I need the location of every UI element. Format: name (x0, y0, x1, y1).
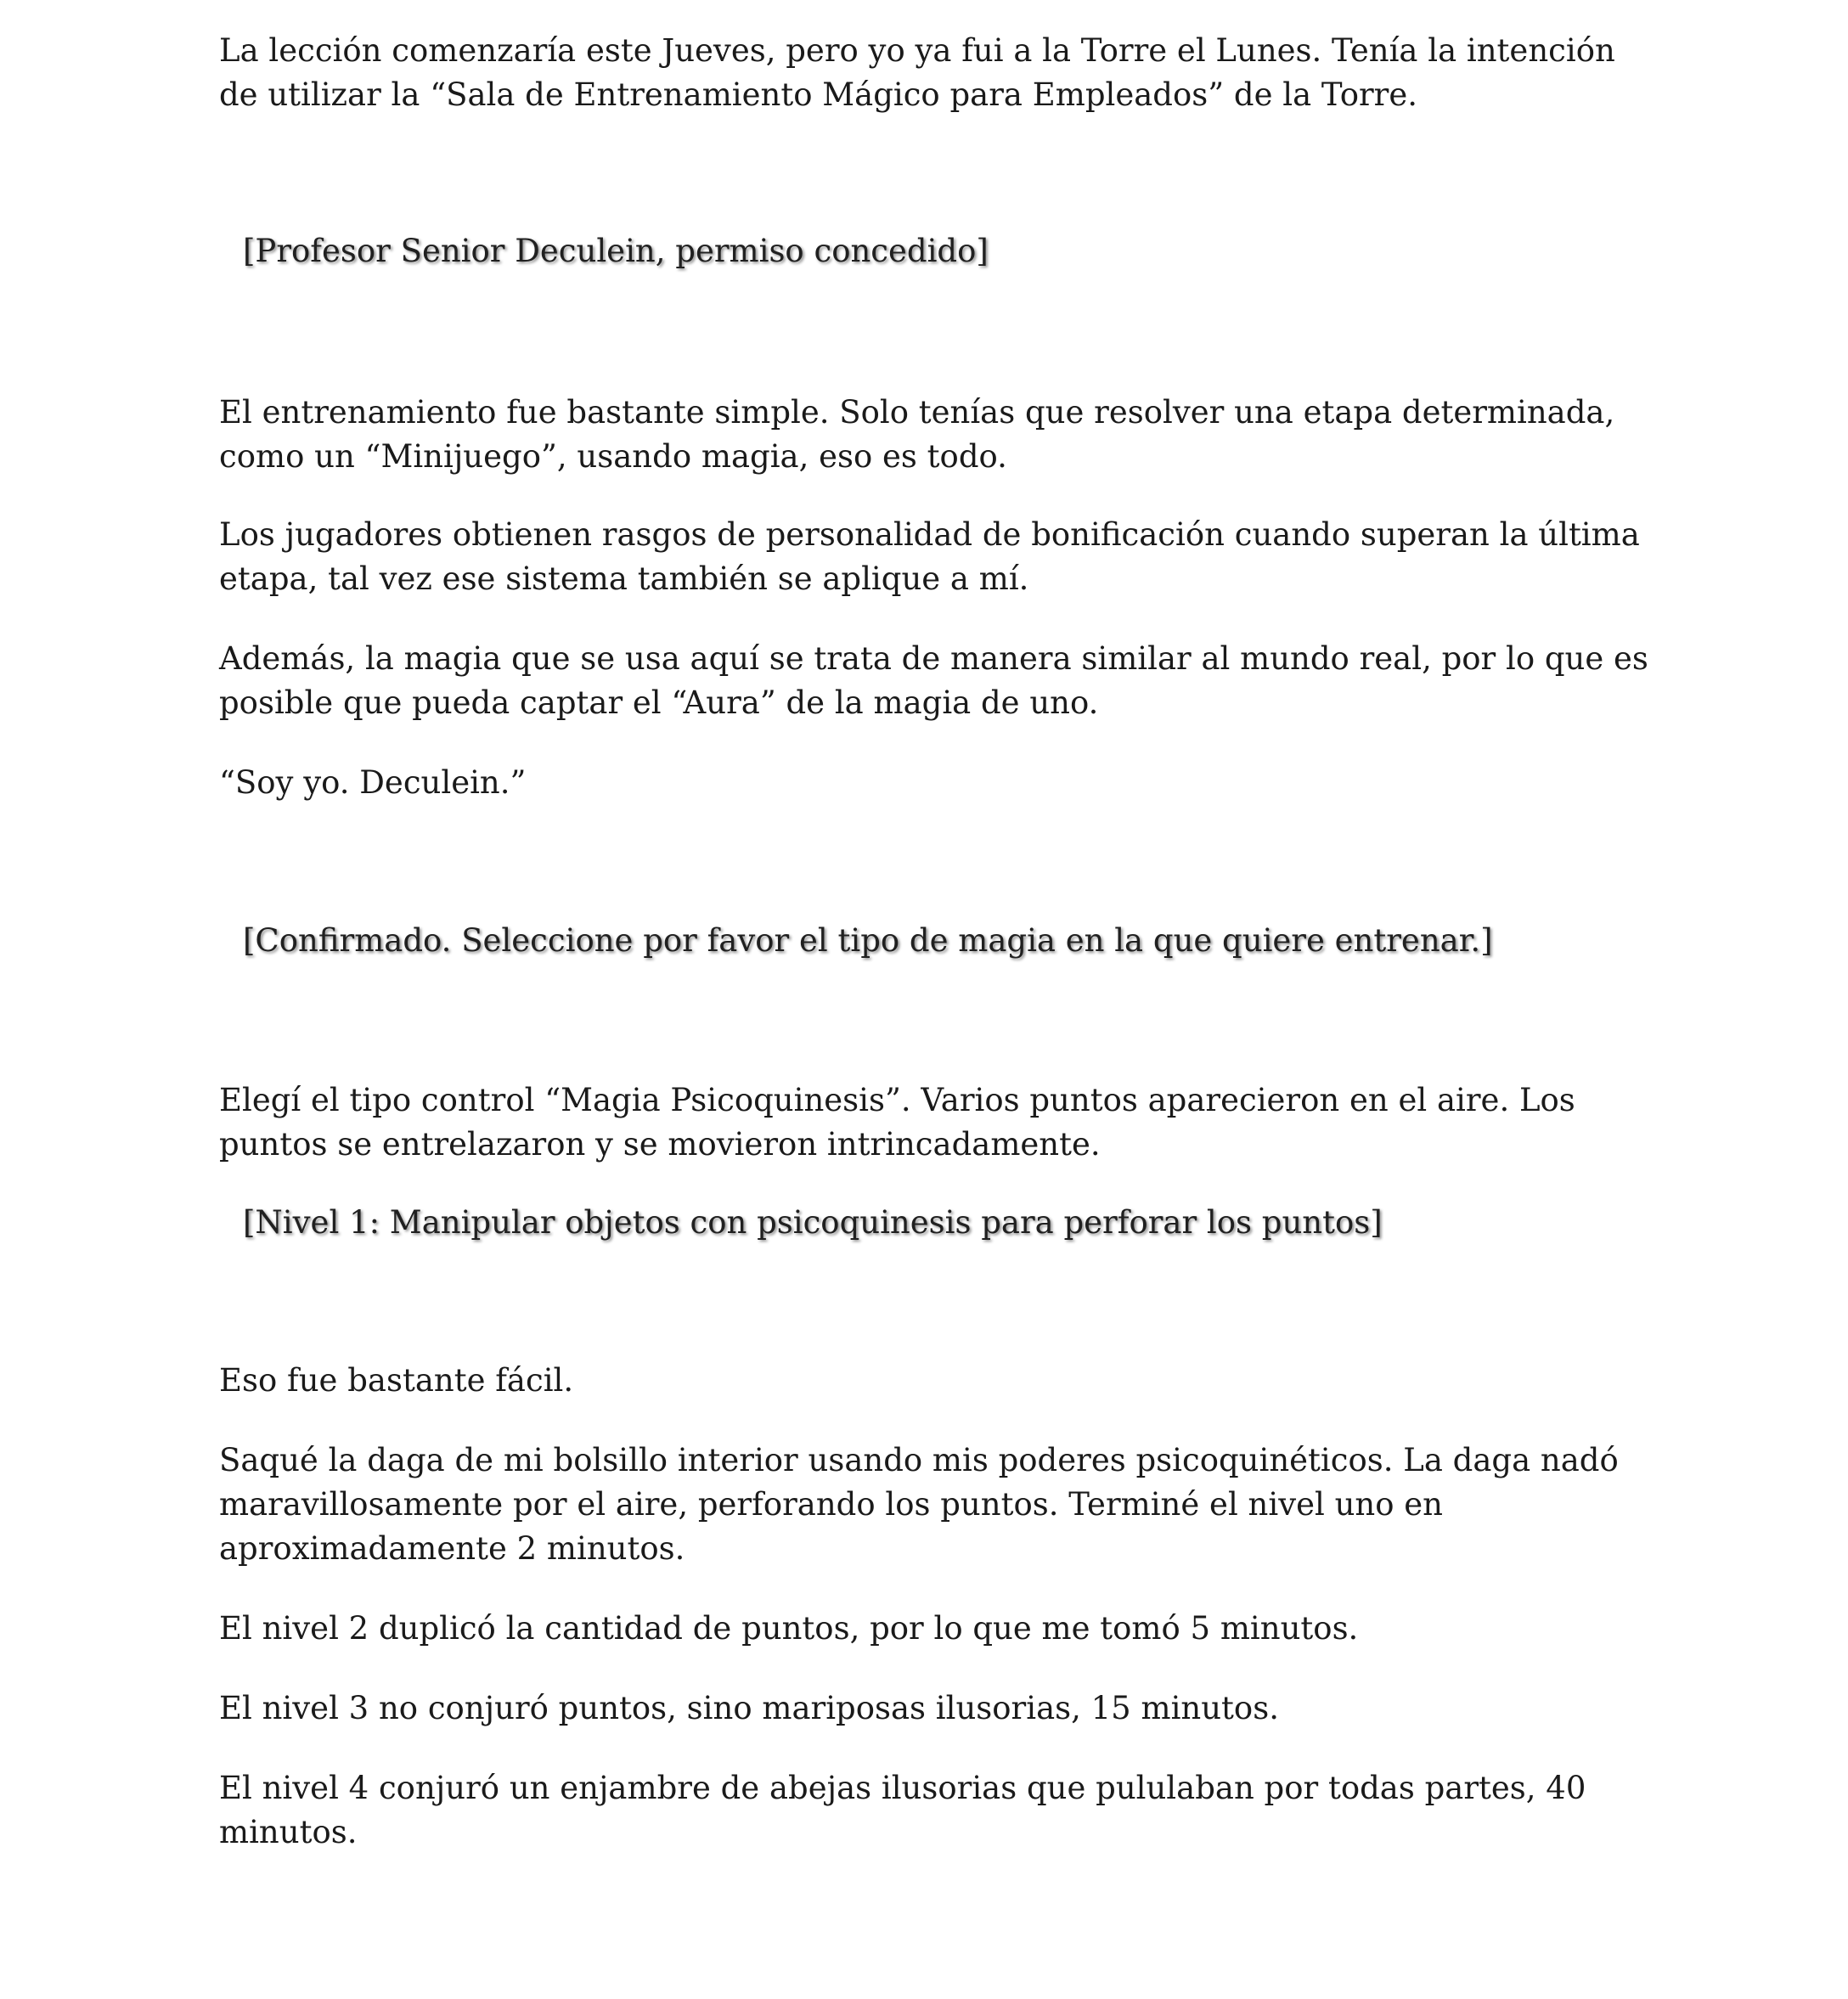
paragraph-easy: Eso fue bastante fácil. (219, 1362, 574, 1399)
paragraph-training-simple: El entrenamiento fue bastante simple. Solo tenías que resolver una etapa determinada, como un “Minijuego”, usando magia, eso es todo. (219, 394, 1615, 475)
paragraph-bonus-traits: Los jugadores obtienen rasgos de personalidad de bonificación cuando superan la última etapa, tal vez ese sistema también se aplique a mí. (219, 516, 1640, 597)
paragraph-dagger: Saqué la daga de mi bolsillo interior usando mis poderes psicoquinéticos. La daga nadó maravillosamente por el aire, perforando los puntos. Terminé el nivel uno en aproximadamente 2 minutos. (219, 1442, 1619, 1567)
paragraph-level-4: El nivel 4 conjuró un enjambre de abejas ilusorias que pululaban por todas partes, 40 minutos. (219, 1770, 1586, 1850)
paragraph-magic-aura: Además, la magia que se usa aquí se trata de manera similar al mundo real, por lo que es posible que pueda captar el “Aura” de la magia de uno. (219, 640, 1648, 721)
system-message-level-1: [Nivel 1: Manipular objetos con psicoquinesis para perforar los puntos] (243, 1204, 1383, 1241)
paragraph-level-3: El nivel 3 no conjuró puntos, sino mariposas ilusorias, 15 minutos. (219, 1690, 1279, 1726)
paragraph-psychokinesis-choice: Elegí el tipo control “Magia Psicoquinesis”. Varios puntos aparecieron en el aire. Los puntos se entrelazaron y se movieron intrincadamente. (219, 1082, 1575, 1163)
paragraph-lesson-start: La lección comenzaría este Jueves, pero yo ya fui a la Torre el Lunes. Tenía la intención de utilizar la “Sala de Entrenamiento Mágico para Empleados” de la Torre. (219, 32, 1615, 113)
system-message-confirmed: [Confirmado. Seleccione por favor el tipo de magia en la que quiere entrenar.] (243, 922, 1493, 959)
system-message-permission: [Profesor Senior Deculein, permiso concedido] (243, 233, 989, 269)
paragraph-level-2: El nivel 2 duplicó la cantidad de puntos, por lo que me tomó 5 minutos. (219, 1610, 1359, 1647)
paragraph-dialogue-deculein: “Soy yo. Deculein.” (219, 764, 527, 801)
